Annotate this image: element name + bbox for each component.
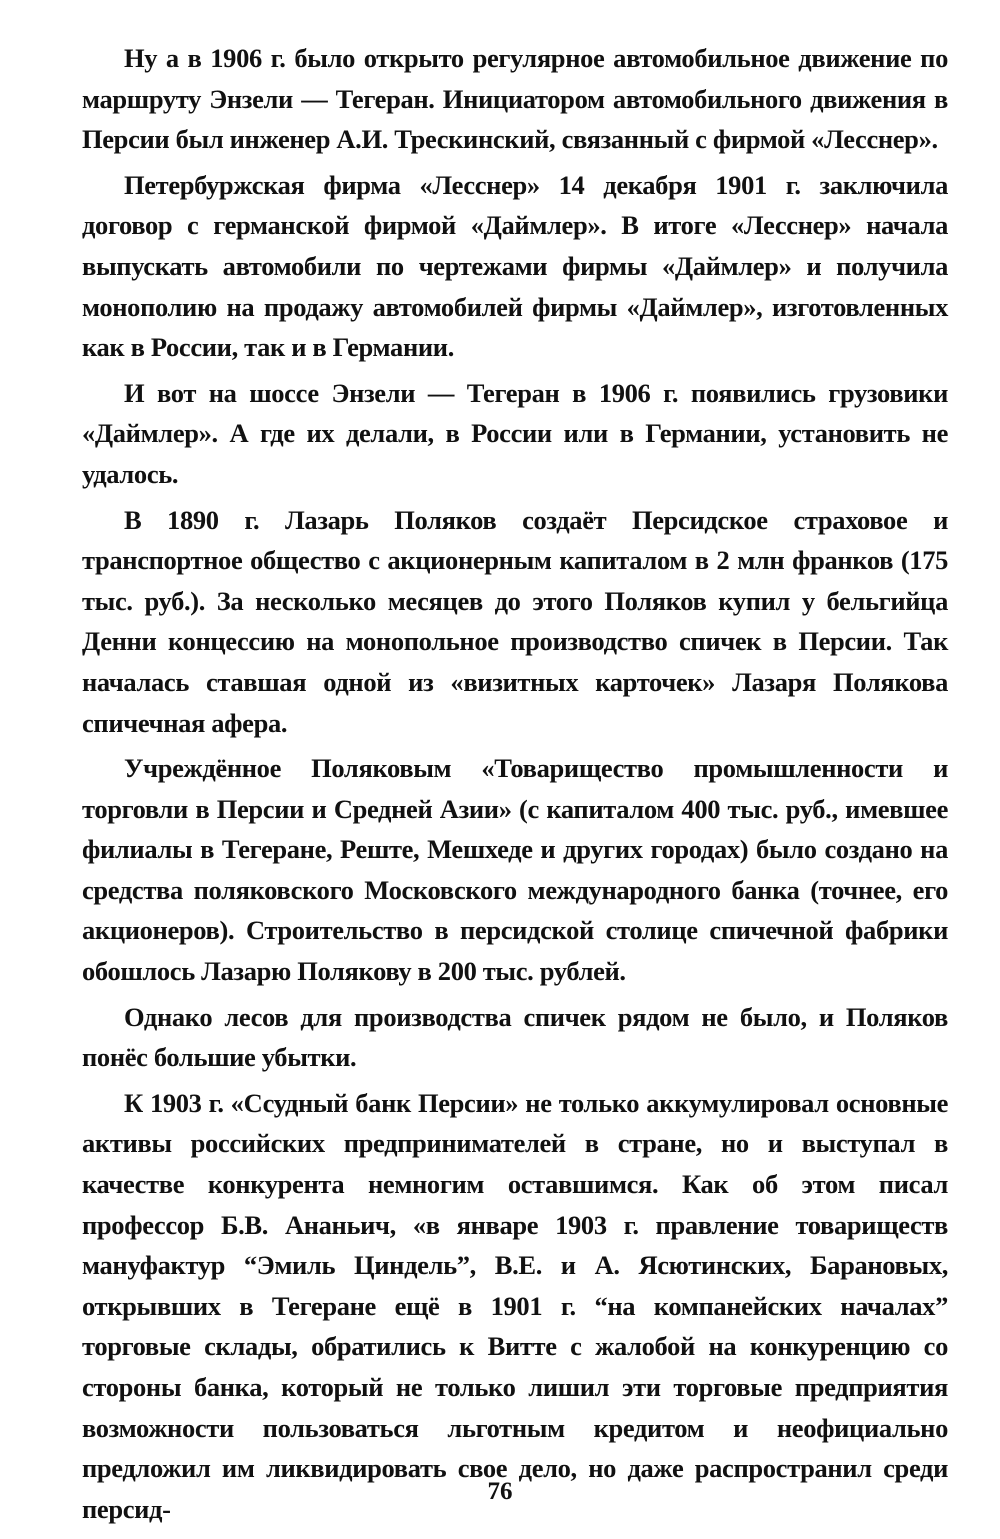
paragraph-2: Петербуржская фирма «Лесснер» 14 декабря 1901 г. заключила договор с германской фирмой «Даймлер». В итоге «Лесснер» начала выпускать автомобили по чертежами фирмы «Даймлер» и получила монополию на продажу автомобилей фирмы «Даймлер», изготовленных как в России, так и в Германии. [82, 169, 948, 363]
paragraph-4: В 1890 г. Лазарь Поляков создаёт Персидское страховое и транспортное общество с акционерным капиталом в 2 млн франков (175 тыс. руб.). За несколько месяцев до этого Поляков купил у бельгийца Денни концессию на монопольное производство спичек в Персии. Так началась ставшая одной из «визитных карточек» Лазаря Полякова спичечная афера. [82, 504, 948, 738]
paragraph-7: К 1903 г. «Ссудный банк Персии» не только аккумулировал основные активы российских предпринимателей в стране, но и выступал в качестве конкурента немногим оставшимся. Как об этом писал профессор Б.В. Ананьич, «в январе 1903 г. правление товариществ мануфактур “Эмиль Циндель”, В.Е. и А. Ясютинских, Барановых, открывших в Тегеране ещё в 1901 г. “на компанейских началах” торговые склады, обратились к Витте с жалобой на конкуренцию со стороны банка, который не только лишил эти торговые предприятия возможности пользоваться льготным кредитом и неофициально предложил им ликвидировать свое дело, но даже распространил среди персид- [82, 1087, 948, 1524]
paragraph-5: Учреждённое Поляковым «Товарищество промышленности и торговли в Персии и Средней Азии» (с капиталом 400 тыс. руб., имевшее филиалы в Тегеране, Реште, Мешхеде и других городах) было создано на средства поляковского Московского международного банка (точнее, его акционеров). Строительство в персидской столице спичечной фабрики обошлось Лазарю Полякову в 200 тыс. рублей. [82, 753, 948, 987]
page-body [82, 38, 948, 1534]
paragraph-6: Однако лесов для производства спичек рядом не было, и Поляков понёс большие убытки. [82, 1001, 948, 1073]
paragraph-1: Ну а в 1906 г. было открыто регулярное автомобильное движение по маршруту Энзели — Тегеран. Инициатором автомобильного движения в Персии был инженер А.И. Трескинский, связанный с фирмой «Лесснер». [82, 43, 948, 155]
page-number: 76 [487, 1478, 513, 1505]
paragraph-3: И вот на шоссе Энзели — Тегеран в 1906 г. появились грузовики «Даймлер». А где их делали, в России или в Германии, установить не удалось. [82, 377, 948, 489]
